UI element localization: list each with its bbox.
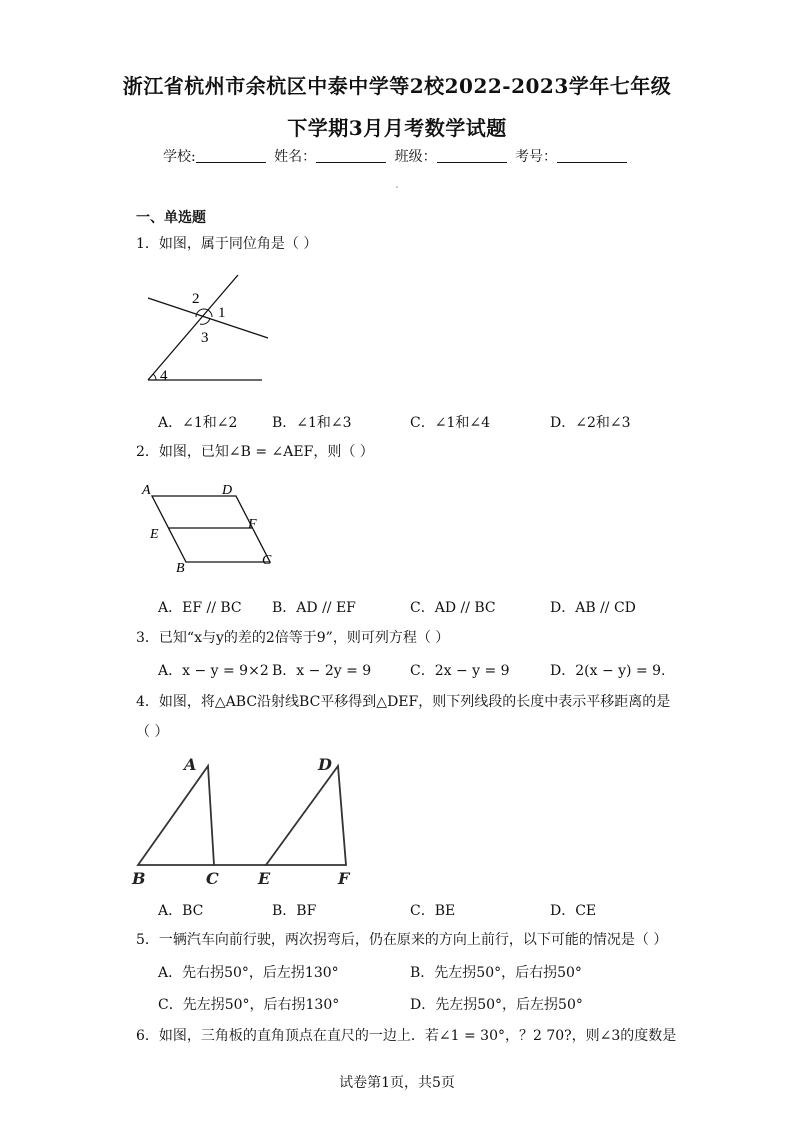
q1-option-b[interactable]: B．∠1和∠3	[272, 415, 352, 431]
question-4-figure	[130, 752, 354, 888]
q5-option-c[interactable]: C．先左拐50°，后右拐130°	[158, 997, 340, 1013]
q3-option-b[interactable]: B．x − 2y = 9	[272, 663, 372, 679]
q1-angle-arc-top	[196, 309, 212, 317]
q2-label-f: F	[248, 517, 257, 532]
q3-option-d[interactable]: D．2(x − y) = 9.	[550, 663, 666, 679]
section-title: 一、单选题	[136, 210, 206, 226]
q2-label-d: D	[222, 483, 233, 498]
decorative-dot	[396, 186, 398, 188]
q2-label-c: C	[262, 553, 272, 568]
question-1-figure	[140, 270, 280, 388]
question-2-figure	[140, 478, 280, 576]
q1-label-2: 2	[192, 291, 200, 307]
question-4-stem-cont: （ ）	[136, 724, 169, 740]
q1-angle-arc-bottom	[200, 318, 210, 324]
q4-triangle-def	[266, 766, 346, 865]
q4-label-d: D	[318, 755, 332, 774]
question-3-stem: 3．已知“x与y的差的2倍等于9”，则可列方程（ ）	[136, 630, 450, 646]
q5-option-a[interactable]: A．先右拐50°，后左拐130°	[158, 965, 339, 981]
q2-label-a: A	[142, 483, 151, 498]
q3-option-c[interactable]: C．2x − y = 9	[410, 663, 510, 679]
q2-option-a[interactable]: A．EF // BC	[158, 600, 242, 616]
question-6-stem: 6．如图，三角板的直角顶点在直尺的一边上．若∠1 = 30°，？2 70?，则∠3的度数是	[136, 1028, 677, 1044]
name-blank[interactable]	[316, 148, 386, 163]
q1-option-d[interactable]: D．∠2和∠3	[550, 415, 631, 431]
q4-label-b: B	[132, 869, 146, 888]
q2-option-b[interactable]: B．AD // EF	[272, 600, 356, 616]
school-blank[interactable]	[196, 148, 266, 163]
q1-option-a[interactable]: A．∠1和∠2	[158, 415, 238, 431]
q5-option-b[interactable]: B．先左拐50°，后右拐50°	[410, 965, 582, 981]
q2-label-e: E	[150, 527, 159, 542]
q4-label-a: A	[184, 755, 197, 774]
q5-option-d[interactable]: D．先左拐50°，后左拐50°	[410, 997, 583, 1013]
q1-label-4: 4	[160, 368, 168, 384]
student-info-row	[0, 146, 794, 166]
q4-option-a[interactable]: A．BC	[158, 903, 204, 919]
exam-number-blank[interactable]	[557, 148, 627, 163]
q1-label-3: 3	[201, 330, 209, 346]
q1-option-c[interactable]: C．∠1和∠4	[410, 415, 490, 431]
q3-option-a[interactable]: A．x − y = 9×2	[158, 663, 269, 679]
q1-label-1: 1	[218, 305, 226, 321]
q4-option-b[interactable]: B．BF	[272, 903, 317, 919]
q2-option-c[interactable]: C．AD // BC	[410, 600, 496, 616]
q2-label-b: B	[176, 561, 185, 576]
q4-triangle-abc	[138, 766, 214, 865]
q4-label-e: E	[258, 869, 271, 888]
exam-title-line1: 浙江省杭州市余杭区中泰中学等2校2022-2023学年七年级	[122, 74, 672, 98]
q4-label-f: F	[338, 869, 350, 888]
class-label: 班级：	[394, 149, 437, 165]
page-footer: 试卷第1页，共5页	[339, 1075, 455, 1091]
q4-option-c[interactable]: C．BE	[410, 903, 456, 919]
name-label: 姓名：	[274, 149, 317, 165]
question-1-stem: 1．如图，属于同位角是（ ）	[136, 236, 318, 252]
q1-angle-arc-4	[153, 374, 156, 380]
school-label: 学校:	[162, 149, 196, 165]
question-4-stem: 4．如图，将△ABC沿射线BC平移得到△DEF，则下列线段的长度中表示平移距离的是	[136, 694, 671, 710]
exam-number-label: 考号：	[515, 149, 558, 165]
question-2-stem: 2．如图，已知∠B = ∠AEF，则（ ）	[136, 444, 374, 460]
q2-option-d[interactable]: D．AB // CD	[550, 600, 636, 616]
q4-option-d[interactable]: D．CE	[550, 903, 597, 919]
q4-label-c: C	[206, 869, 219, 888]
class-blank[interactable]	[437, 148, 507, 163]
question-5-stem: 5．一辆汽车向前行驶，两次拐弯后，仍在原来的方向上前行，以下可能的情况是（ ）	[136, 932, 668, 948]
exam-title-line2: 下学期3月月考数学试题	[287, 116, 507, 140]
